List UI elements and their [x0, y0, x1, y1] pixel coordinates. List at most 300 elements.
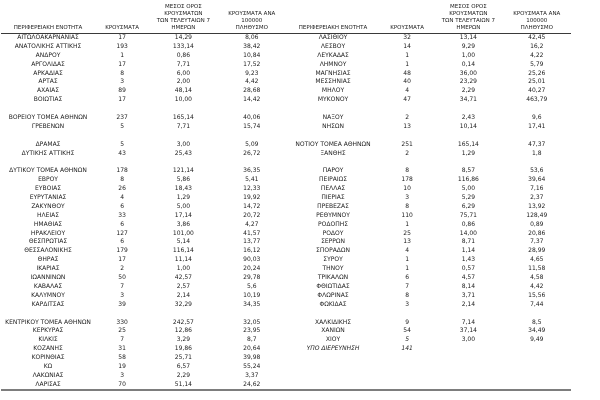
per100k-cell: 47,37: [528, 140, 546, 148]
table-row: [1, 354, 286, 363]
per100k-cell: 9,49: [530, 336, 544, 344]
group-gap: [286, 105, 571, 114]
per100k-cell: 14,72: [243, 202, 261, 210]
cases-cell: 1: [405, 256, 410, 264]
per100k-cell: 36,35: [243, 167, 261, 175]
per100k-cell: 38,42: [243, 42, 261, 50]
region-cell: ΠΙΕΡΙΑΣ: [321, 194, 345, 202]
avg7day-cell: 9,29: [461, 42, 476, 50]
per100k-header-line2: ΠΛΗΘΥΣΜΟ: [235, 25, 268, 31]
per100k-cell: 9,23: [245, 69, 259, 77]
table-row: [1, 78, 286, 87]
avg7day-cell: 17,14: [174, 211, 192, 219]
avg7day-cell: 32,29: [174, 300, 192, 308]
right-table-rows: [286, 34, 571, 391]
table-row: [1, 327, 286, 336]
avg7day-cell: 7,14: [461, 318, 476, 326]
avg7day-cell: 14,00: [459, 229, 477, 237]
per100k-cell: 34,49: [528, 327, 546, 335]
per100k-cell: 5,09: [245, 140, 259, 148]
avg7day-header-line1: ΜΕΣΟΣ ΟΡΟΣ ΚΡΟΥΣΜΑΤΩΝ: [449, 4, 488, 17]
per100k-cell: 16,12: [243, 247, 261, 255]
region-column-header: ΠΕΡΙΦΕΡΕΙΑΚΗ ΕΝΟΤΗΤΑ: [298, 25, 368, 31]
per100k-cell: 5,79: [530, 60, 544, 68]
region-cell: ΚΕΝΤΡΙΚΟΥ ΤΟΜΕΑ ΑΘΗΝΩΝ: [5, 318, 91, 326]
avg7day-cell: 2,57: [176, 282, 191, 290]
per100k-cell: 42,45: [528, 34, 546, 41]
table-row: [1, 230, 286, 239]
table-row: [286, 274, 571, 283]
avg7day-cell: 25,71: [174, 354, 192, 362]
cases-cell: 43: [118, 149, 126, 157]
cases-cell: 47: [403, 96, 411, 104]
avg7day-cell: 6,57: [176, 362, 191, 370]
table-row: [1, 363, 286, 372]
per100k-cell: 15,56: [528, 291, 546, 299]
per100k-cell: 3,37: [245, 371, 259, 379]
per100k-cell: 2,37: [530, 194, 544, 202]
per100k-cell: 19,92: [243, 194, 261, 202]
cases-cell: 251: [401, 140, 413, 148]
region-cell: ΧΑΝΙΩΝ: [321, 327, 345, 335]
avg7day-cell: 3,86: [176, 220, 191, 228]
avg7day-cell: 2,29: [176, 371, 191, 379]
avg7day-cell: 6,29: [461, 202, 476, 210]
region-cell: ΛΕΥΚΑΔΑΣ: [317, 51, 349, 59]
per100k-cell: 4,42: [530, 282, 544, 290]
region-cell: ΜΥΚΟΝΟΥ: [317, 96, 349, 104]
region-cell: ΛΗΜΝΟΥ: [319, 60, 347, 68]
cases-cell: 1: [120, 51, 125, 59]
region-cell: ΞΑΝΘΗΣ: [320, 149, 346, 157]
region-cell: ΝΗΣΩΝ: [322, 122, 344, 130]
cases-cell: 70: [118, 380, 126, 388]
region-cell: ΗΛΕΙΑΣ: [36, 211, 60, 219]
per100k-cell: 25,26: [528, 69, 546, 77]
table-row: [1, 52, 286, 61]
region-cell: ΑΝΑΤΟΛΙΚΗΣ ΑΤΤΙΚΗΣ: [14, 42, 82, 50]
per100k-cell: 40,27: [528, 87, 546, 95]
avg7day-header-line2: ΤΩΝ ΤΕΛΕΥΤΑΙΩΝ 7: [441, 18, 495, 24]
table-row: [1, 176, 286, 185]
cases-cell: 179: [116, 247, 128, 255]
cases-cell: 7: [120, 282, 125, 290]
region-cell: ΓΡΕΒΕΝΩΝ: [31, 122, 65, 130]
per100k-cell: 15,74: [243, 122, 261, 130]
table-row: [286, 327, 571, 336]
per100k-cell: 7,44: [530, 300, 544, 308]
cases-cell: 2: [120, 265, 125, 273]
per100k-cell: 24,62: [243, 380, 261, 388]
left-table: [1, 4, 286, 391]
table-row: [286, 114, 571, 123]
avg7day-cell: 6,00: [176, 69, 191, 77]
region-cell: ΛΕΣΒΟΥ: [320, 42, 346, 50]
table-row: [1, 123, 286, 132]
avg7day-cell: 3,29: [176, 336, 191, 344]
per100k-cell: 32,05: [243, 318, 261, 326]
region-column-header: ΠΕΡΙΦΕΡΕΙΑΚΗ ΕΝΟΤΗΤΑ: [13, 25, 83, 31]
avg7day-cell: 12,86: [174, 327, 192, 335]
group-gap: [1, 132, 286, 141]
per100k-cell: 4,27: [245, 220, 259, 228]
region-cell: ΝΟΤΙΟΥ ΤΟΜΕΑ ΑΘΗΝΩΝ: [295, 140, 371, 148]
per100k-cell: 1,8: [532, 149, 542, 157]
table-row: [1, 319, 286, 328]
per100k-cell: 4,22: [530, 51, 544, 59]
left-table-rows: [1, 34, 286, 391]
avg7day-cell: 75,71: [459, 211, 477, 219]
region-cell: ΚΙΛΚΙΣ: [38, 336, 58, 344]
per100k-column-header: [218, 11, 286, 32]
cases-cell: 4: [120, 194, 125, 202]
cases-column-header: ΚΡΟΥΣΜΑΤΑ: [105, 25, 139, 31]
cases-cell: 3: [120, 371, 125, 379]
per100k-cell: 16,2: [530, 42, 544, 50]
cases-cell: 5: [120, 122, 125, 130]
per100k-cell: 29,78: [243, 274, 261, 282]
cases-cell: 33: [118, 211, 126, 219]
per100k-cell: 8,5: [532, 318, 542, 326]
cases-cell: 13: [403, 122, 411, 130]
table-row: [286, 345, 571, 354]
table-row: [286, 185, 571, 194]
right-table: [286, 4, 571, 391]
region-cell: ΗΜΑΘΙΑΣ: [33, 220, 63, 228]
avg7day-cell: 1,00: [461, 51, 476, 59]
table-row: [286, 230, 571, 239]
avg7day-cell: 2,29: [461, 87, 476, 95]
cases-cell: 6: [120, 220, 125, 228]
cases-cell: 1: [405, 220, 410, 228]
region-cell: ΠΑΡΟΥ: [322, 167, 344, 175]
table-row: [1, 185, 286, 194]
table-row: [286, 167, 571, 176]
region-cell: ΡΟΔΟΠΗΣ: [318, 220, 349, 228]
table-row: [1, 114, 286, 123]
cases-cell: 25: [118, 327, 126, 335]
per100k-header-line2: ΠΛΗΘΥΣΜΟ: [520, 25, 553, 31]
cases-cell: 10: [403, 185, 411, 193]
table-row: [1, 43, 286, 52]
table-row: [1, 141, 286, 150]
table-row: [286, 176, 571, 185]
cases-cell: 7: [405, 282, 410, 290]
cases-cell: 17: [118, 60, 126, 68]
region-cell: ΜΑΓΝΗΣΙΑΣ: [315, 69, 351, 77]
region-cell: ΙΚΑΡΙΑΣ: [36, 265, 60, 273]
region-cell: ΠΕΙΡΑΙΩΣ: [319, 176, 347, 184]
region-cell: ΕΥΒΟΙΑΣ: [35, 185, 61, 193]
avg7day-header-line3: ΗΜΕΡΩΝ: [456, 25, 481, 31]
cases-cell: 1: [405, 51, 410, 59]
table-row: [1, 274, 286, 283]
table-row: [1, 265, 286, 274]
cases-cell: 8: [120, 176, 125, 184]
table-row: [1, 247, 286, 256]
avg7day-cell: 34,71: [459, 96, 477, 104]
avg7day-cell: 5,14: [176, 238, 191, 246]
table-row: [286, 123, 571, 132]
cases-cell: 26: [118, 185, 126, 193]
table-row: [1, 150, 286, 159]
per100k-cell: 13,92: [528, 202, 546, 210]
avg7day-cell: 133,14: [172, 42, 194, 50]
region-cell: ΑΡΓΟΛΙΔΑΣ: [31, 60, 65, 68]
avg7day-cell: 8,71: [461, 238, 476, 246]
region-cell: ΗΡΑΚΛΕΙΟΥ: [30, 229, 66, 237]
cases-cell: 89: [118, 87, 126, 95]
table-row: [286, 43, 571, 52]
avg7day-cell: 8,14: [461, 282, 476, 290]
avg7day-cell: 5,86: [176, 176, 191, 184]
cases-cell: 40: [403, 78, 411, 86]
avg7day-cell: 25,43: [174, 149, 192, 157]
cases-cell: 237: [116, 114, 128, 122]
per100k-cell: 55,24: [243, 362, 261, 370]
cases-cell: 39: [118, 300, 126, 308]
cases-cell: 110: [401, 211, 413, 219]
cases-cell: 7: [120, 336, 125, 344]
avg7day-cell: 37,14: [459, 327, 477, 335]
avg7day-cell: 2,43: [461, 114, 476, 122]
per100k-cell: 20,72: [243, 211, 261, 219]
cases-cell: 5: [405, 336, 410, 344]
region-cell: ΒΟΡΕΙΟΥ ΤΟΜΕΑ ΑΘΗΝΩΝ: [8, 114, 88, 122]
per100k-cell: 14,42: [243, 96, 261, 104]
group-gap: [286, 310, 571, 319]
per100k-cell: 13,77: [243, 238, 261, 246]
avg7day-column-header: [434, 4, 502, 32]
per100k-column-header: [503, 11, 571, 32]
cases-cell: 178: [116, 167, 128, 175]
region-cell: ΑΧΑΪΑΣ: [37, 87, 60, 95]
avg7day-cell: 19,86: [174, 345, 192, 353]
per100k-cell: 20,24: [243, 265, 261, 273]
avg7day-cell: 0,14: [461, 60, 476, 68]
cases-cell: 8: [405, 202, 410, 210]
table-row: [1, 167, 286, 176]
table-row: [286, 319, 571, 328]
table-row: [286, 34, 571, 43]
table-row: [286, 221, 571, 230]
cases-cell: 32: [403, 34, 411, 41]
region-cell: ΚΩ: [43, 362, 53, 370]
avg7day-column-header: [149, 4, 217, 32]
cases-cell: 4: [405, 247, 410, 255]
region-cell: ΕΒΡΟΥ: [38, 176, 58, 184]
per100k-cell: 9,6: [532, 114, 542, 122]
group-gap: [286, 158, 571, 167]
avg7day-cell: 1,29: [461, 149, 476, 157]
per100k-cell: 20,86: [528, 229, 546, 237]
avg7day-cell: 0,86: [461, 220, 476, 228]
cases-cell: 58: [118, 354, 126, 362]
per100k-cell: 7,16: [530, 185, 544, 193]
cases-cell: 14: [403, 42, 411, 50]
per100k-cell: 40,06: [243, 114, 261, 122]
region-cell: ΚΑΡΔΙΤΣΑΣ: [31, 300, 65, 308]
avg7day-header-line1: ΜΕΣΟΣ ΟΡΟΣ ΚΡΟΥΣΜΑΤΩΝ: [164, 4, 203, 17]
avg7day-cell: 1,43: [461, 256, 476, 264]
avg7day-cell: 51,14: [174, 380, 192, 388]
region-cell: ΛΑΚΩΝΙΑΣ: [32, 371, 64, 379]
region-cell: ΧΑΛΚΙΔΙΚΗΣ: [314, 318, 352, 326]
table-row: [286, 212, 571, 221]
cases-cell: 31: [118, 345, 126, 353]
per100k-cell: 23,95: [243, 327, 261, 335]
per100k-cell: 0,89: [530, 220, 544, 228]
avg7day-cell: 11,14: [174, 256, 192, 264]
table-row: [1, 221, 286, 230]
region-cell: ΥΠΟ ΔΙΕΡΕΥΝΗΣΗ: [306, 345, 360, 353]
per100k-header-line1: ΚΡΟΥΣΜΑΤΑ ΑΝΑ 100000: [513, 11, 561, 24]
cases-cell: 2: [405, 149, 410, 157]
per100k-cell: 128,49: [526, 211, 548, 219]
region-cell: ΛΑΣΙΘΙΟΥ: [318, 34, 348, 41]
region-cell: ΑΡΚΑΔΙΑΣ: [33, 69, 63, 77]
cases-cell: 48: [403, 69, 411, 77]
table-row: [1, 203, 286, 212]
avg7day-cell: 10,14: [459, 122, 477, 130]
per100k-cell: 4,42: [245, 78, 259, 86]
per100k-cell: 28,68: [243, 87, 261, 95]
region-cell: ΔΥΤΙΚΗΣ ΑΤΤΙΚΗΣ: [21, 149, 75, 157]
per100k-cell: 11,58: [528, 265, 546, 273]
table-row: [1, 345, 286, 354]
cases-cell: 4: [405, 87, 410, 95]
avg7day-cell: [434, 345, 502, 354]
region-cell: ΘΗΡΑΣ: [37, 256, 59, 264]
region-cell: ΛΑΡΙΣΑΣ: [35, 380, 61, 388]
region-cell: ΘΕΣΠΡΩΤΙΑΣ: [28, 238, 68, 246]
avg7day-cell: 14,29: [174, 34, 192, 41]
per100k-cell: [503, 345, 571, 354]
avg7day-cell: 7,71: [176, 60, 191, 68]
table-row: [286, 336, 571, 345]
table-row: [286, 61, 571, 70]
table-row: [286, 194, 571, 203]
avg7day-cell: 2,14: [176, 291, 191, 299]
group-gap: [1, 105, 286, 114]
region-cell: ΙΩΑΝΝΙΝΩΝ: [30, 274, 66, 282]
group-gap: [1, 158, 286, 167]
cases-cell: 6: [120, 238, 125, 246]
cases-cell: 3: [120, 78, 125, 86]
cases-cell: 1: [405, 265, 410, 273]
avg7day-cell: 2,00: [176, 78, 191, 86]
avg7day-cell: 5,29: [461, 194, 476, 202]
table-row: [1, 70, 286, 79]
cases-cell: 17: [118, 34, 126, 41]
region-cell: ΚΑΛΥΜΝΟΥ: [31, 291, 65, 299]
region-cell: ΖΑΚΥΝΘΟΥ: [31, 202, 65, 210]
table-row: [286, 96, 571, 105]
avg7day-cell: 3,00: [176, 140, 191, 148]
table-row: [1, 301, 286, 310]
avg7day-cell: 0,86: [176, 51, 191, 59]
per100k-cell: 20,64: [243, 345, 261, 353]
region-cell: ΣΠΟΡΑΔΩΝ: [316, 247, 350, 255]
cases-cell: 8: [405, 291, 410, 299]
region-cell: ΣΕΡΡΩΝ: [321, 238, 345, 246]
cases-cell: 8: [120, 69, 125, 77]
avg7day-cell: 1,00: [176, 265, 191, 273]
table-row: [1, 256, 286, 265]
cases-cell: 6: [405, 274, 410, 282]
cases-cell: 5: [120, 140, 125, 148]
table-row: [1, 381, 286, 390]
table-row: [286, 141, 571, 150]
avg7day-cell: 2,14: [461, 300, 476, 308]
left-table-header: [1, 4, 286, 34]
per100k-cell: 25,01: [528, 78, 546, 86]
avg7day-cell: 18,43: [174, 185, 192, 193]
table-row: [1, 194, 286, 203]
region-cell: ΕΥΡΥΤΑΝΙΑΣ: [29, 194, 67, 202]
region-cell: ΠΕΛΛΑΣ: [320, 185, 346, 193]
cases-cell: 19: [118, 362, 126, 370]
table-row: [286, 265, 571, 274]
table-row: [286, 247, 571, 256]
table-row: [286, 150, 571, 159]
per100k-cell: 10,19: [243, 291, 261, 299]
table-row: [286, 87, 571, 96]
avg7day-header-line2: ΤΩΝ ΤΕΛΕΥΤΑΙΩΝ 7: [156, 18, 210, 24]
region-cell: ΑΝΔΡΟΥ: [35, 51, 61, 59]
group-gap: [1, 310, 286, 319]
avg7day-cell: 42,57: [174, 274, 192, 282]
region-cell: ΤΡΙΚΑΛΩΝ: [317, 274, 349, 282]
table-row: [1, 96, 286, 105]
region-cell: ΜΗΛΟΥ: [321, 87, 345, 95]
avg7day-cell: 7,71: [176, 122, 191, 130]
per100k-cell: 10,84: [243, 51, 261, 59]
per100k-cell: 17,41: [528, 122, 546, 130]
cases-cell: 17: [118, 256, 126, 264]
region-cell: ΡΕΘΥΜΝΟΥ: [316, 211, 350, 219]
table-row: [286, 238, 571, 247]
region-cell: ΝΑΞΟΥ: [322, 114, 344, 122]
cases-cell: 9: [405, 318, 410, 326]
cases-cell: 50: [118, 274, 126, 282]
cases-cell: 54: [403, 327, 411, 335]
avg7day-cell: 0,57: [461, 265, 476, 273]
avg7day-cell: 8,57: [461, 167, 476, 175]
avg7day-cell: 242,57: [172, 318, 194, 326]
cases-cell: 3: [405, 194, 410, 202]
per100k-cell: 7,37: [530, 238, 544, 246]
region-cell: ΦΘΙΩΤΙΔΑΣ: [316, 282, 350, 290]
per100k-cell: 17,52: [243, 60, 261, 68]
table-row: [286, 301, 571, 310]
cases-cell: 330: [116, 318, 128, 326]
region-cell: ΦΩΚΙΔΑΣ: [319, 300, 347, 308]
avg7day-cell: 10,00: [174, 96, 192, 104]
per100k-cell: 4,58: [530, 274, 544, 282]
avg7day-cell: 101,00: [172, 229, 194, 237]
cases-cell: 13: [403, 238, 411, 246]
avg7day-cell: 48,14: [174, 87, 192, 95]
table-row: [286, 283, 571, 292]
region-cell: ΣΥΡΟΥ: [323, 256, 343, 264]
avg7day-cell: 4,57: [461, 274, 476, 282]
table-row: [1, 34, 286, 43]
cases-cell: 25: [403, 229, 411, 237]
cases-cell: 3: [120, 291, 125, 299]
region-cell: ΠΡΕΒΕΖΑΣ: [317, 202, 349, 210]
avg7day-cell: 36,00: [459, 69, 477, 77]
